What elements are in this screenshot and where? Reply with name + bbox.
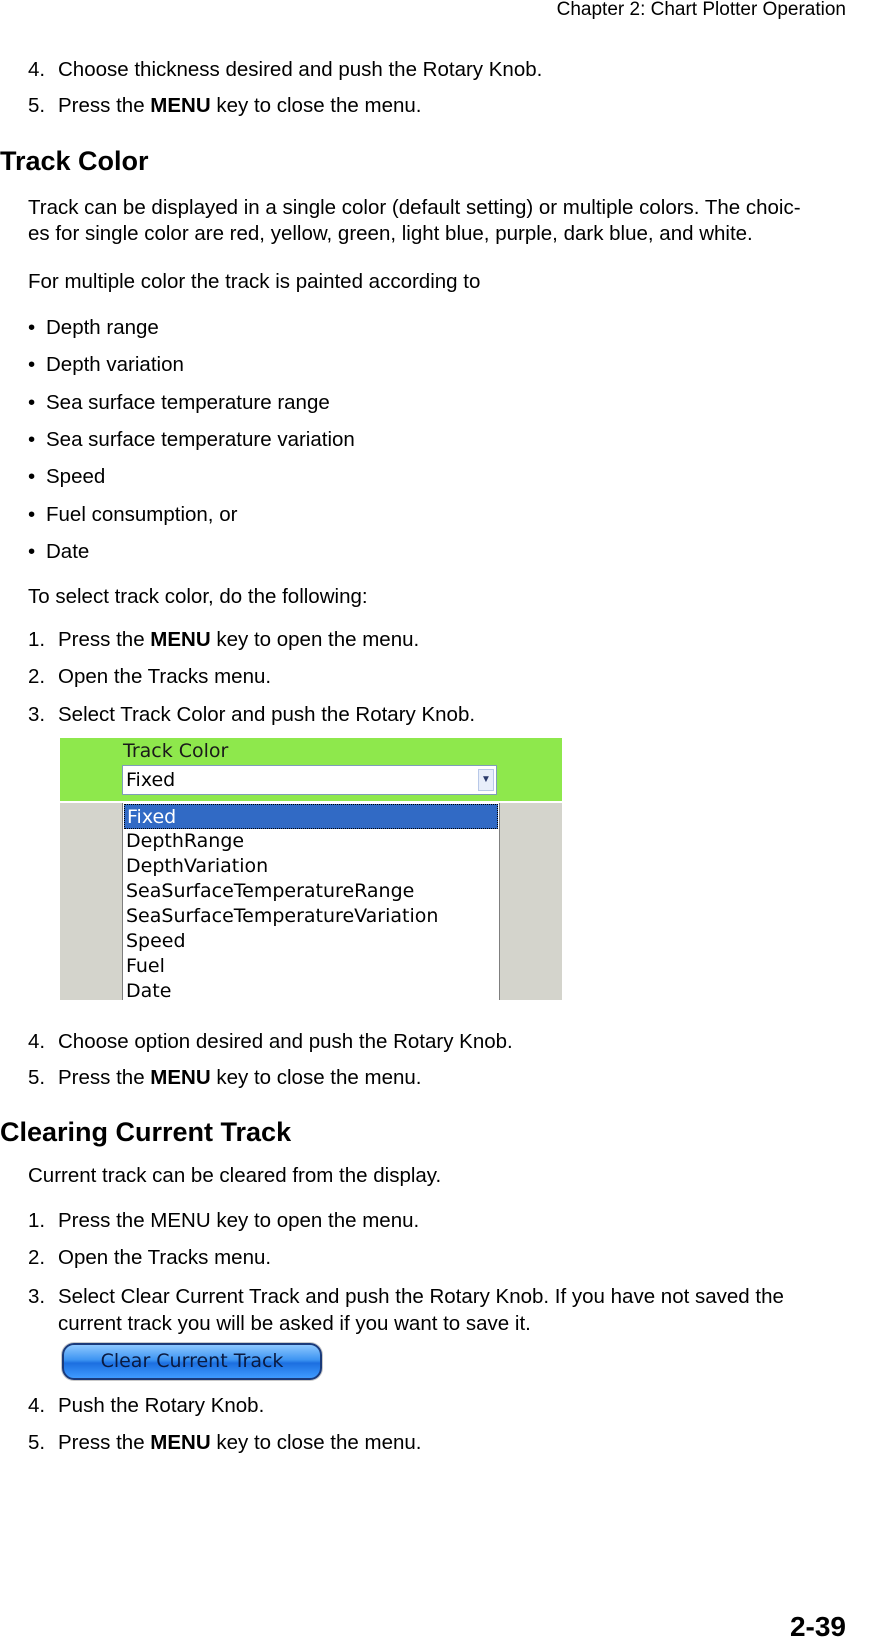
track-color-para1-line1: Track can be displayed in a single color (default setting) or multiple colors. The choic- — [28, 196, 801, 219]
bullet-item — [28, 353, 184, 377]
track-color-para3: To select track color, do the following: — [28, 585, 368, 608]
step-text: Open the Tracks menu. — [58, 665, 272, 688]
bullet-mark: • — [28, 503, 36, 526]
select-value: Fixed — [126, 769, 176, 791]
bullet-item — [28, 465, 105, 489]
option-date[interactable]: Date — [126, 980, 172, 1002]
step-number: 5. — [28, 1431, 46, 1454]
bullet-mark: • — [28, 391, 36, 414]
step-number: 2. — [28, 665, 46, 688]
step-text: Press the MENU key to open the menu. — [58, 1209, 420, 1232]
step-text-post: key to close the menu. — [210, 1066, 422, 1089]
step-text-pre: Press the — [58, 94, 151, 117]
clearing-para: Current track can be cleared from the display. — [28, 1164, 442, 1187]
bullet-item — [28, 540, 89, 564]
clearing-heading: Clearing Current Track — [0, 1117, 292, 1147]
bullet-text: Sea surface temperature variation — [46, 428, 355, 451]
bullet-text: Fuel consumption, or — [46, 503, 238, 526]
option-sst-variation[interactable]: SeaSurfaceTemperatureVariation — [126, 905, 439, 927]
option-fixed[interactable]: Fixed — [124, 804, 498, 829]
clearing-step-5 — [28, 1431, 421, 1455]
step-text-post: key to open the menu. — [210, 628, 420, 651]
step-text-line1: Select Clear Current Track and push the Rotary Knob. If you have not saved the — [58, 1285, 784, 1308]
track-color-step-5 — [28, 1066, 421, 1090]
track-color-para2: For multiple color the track is painted according to — [28, 270, 481, 293]
menu-key-label: MENU — [150, 94, 211, 117]
track-color-options-list[interactable] — [122, 803, 500, 1000]
bullet-item — [28, 503, 237, 527]
step-number: 4. — [28, 58, 46, 81]
clearing-step-2 — [28, 1246, 271, 1270]
step-text-post: key to close the menu. — [210, 94, 422, 117]
menu-key-label: MENU — [150, 1066, 211, 1089]
step-text-post: key to close the menu. — [210, 1431, 422, 1454]
clearing-step-1 — [28, 1209, 419, 1233]
bullet-text: Depth variation — [46, 353, 184, 376]
track-color-select[interactable] — [122, 765, 497, 795]
bullet-text: Date — [46, 540, 90, 563]
clearing-step-3 — [28, 1285, 784, 1309]
clearing-step-3-line2: current track you will be asked if you want to save it. — [58, 1312, 531, 1335]
clear-current-track-button[interactable]: Clear Current Track — [62, 1343, 322, 1380]
intro-step-5 — [28, 94, 421, 118]
bullet-mark: • — [28, 353, 36, 376]
chapter-header: Chapter 2: Chart Plotter Operation — [556, 0, 846, 20]
bullet-mark: • — [28, 428, 36, 451]
option-sst-range[interactable]: SeaSurfaceTemperatureRange — [126, 880, 415, 902]
track-color-heading: Track Color — [0, 146, 149, 176]
bullet-item — [28, 316, 159, 340]
step-number: 5. — [28, 1066, 46, 1089]
menu-title: Track Color — [123, 740, 229, 762]
step-text: Choose thickness desired and push the Rotary Knob. — [58, 58, 543, 81]
step-number: 3. — [28, 1285, 46, 1308]
page-number: 2-39 — [789, 1611, 846, 1642]
track-color-step-2 — [28, 665, 271, 689]
option-speed[interactable]: Speed — [126, 930, 186, 952]
track-color-step-4 — [28, 1030, 513, 1054]
track-color-step-1 — [28, 628, 419, 652]
step-text-pre: Press the — [58, 1066, 151, 1089]
step-text-pre: Press the — [58, 1431, 151, 1454]
step-text: Open the Tracks menu. — [58, 1246, 272, 1269]
option-depth-range[interactable]: DepthRange — [126, 830, 245, 852]
bullet-text: Speed — [46, 465, 106, 488]
bullet-mark: • — [28, 316, 36, 339]
step-number: 3. — [28, 703, 46, 726]
step-text: Select Track Color and push the Rotary Knob. — [58, 703, 476, 726]
track-color-para1-line2: es for single color are red, yellow, green, light blue, purple, dark blue, and white. — [28, 222, 753, 245]
bullet-item — [28, 428, 355, 452]
step-text-pre: Press the — [58, 628, 151, 651]
track-color-step-3 — [28, 703, 475, 727]
step-number: 1. — [28, 1209, 46, 1232]
step-number: 4. — [28, 1030, 46, 1053]
step-number: 2. — [28, 1246, 46, 1269]
option-fuel[interactable]: Fuel — [126, 955, 165, 977]
intro-step-4 — [28, 58, 542, 82]
bullet-mark: • — [28, 540, 36, 563]
bullet-text: Sea surface temperature range — [46, 391, 330, 414]
step-number: 4. — [28, 1394, 46, 1417]
track-color-menu-figure — [60, 738, 562, 1000]
clearing-step-4 — [28, 1394, 264, 1418]
step-text: Choose option desired and push the Rotary Knob. — [58, 1030, 513, 1053]
bullet-mark: • — [28, 465, 36, 488]
option-depth-variation[interactable]: DepthVariation — [126, 855, 269, 877]
bullet-text: Depth range — [46, 316, 159, 339]
bullet-item — [28, 391, 330, 415]
chevron-down-icon[interactable]: ▼ — [478, 769, 494, 791]
menu-key-label: MENU — [150, 628, 211, 651]
step-number: 1. — [28, 628, 46, 651]
menu-header-panel — [60, 738, 562, 801]
step-number: 5. — [28, 94, 46, 117]
step-text: Push the Rotary Knob. — [58, 1394, 265, 1417]
menu-key-label: MENU — [150, 1431, 211, 1454]
